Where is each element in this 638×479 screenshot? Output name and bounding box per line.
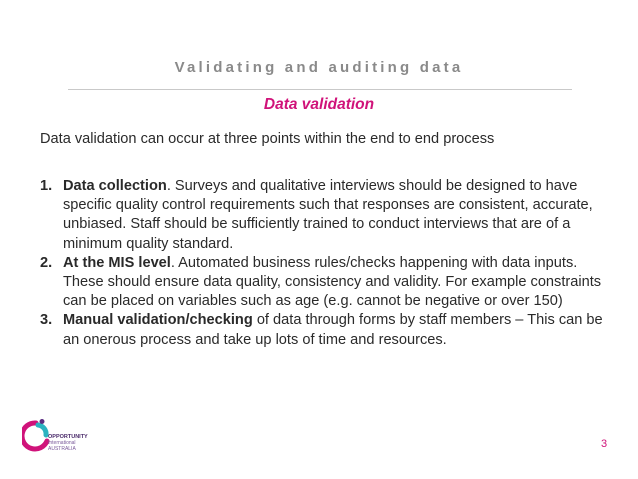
list-item-lead: Data collection xyxy=(63,178,167,194)
list-item-number: 1. xyxy=(40,178,53,194)
logo-line-3: AUSTRALIA xyxy=(48,446,76,452)
intro-text: Data validation can occur at three points within the end to end process xyxy=(40,131,495,147)
slide-title: Validating and auditing data xyxy=(174,59,464,76)
list-item-lead: Manual validation/checking xyxy=(63,312,253,329)
list-item-text: of data through forms by staff members – This can be an onerous process and take up lots of time and resources. xyxy=(63,312,603,348)
list-item-text: . Automated business rules/checks happening with data inputs. These should ensure data quality, consistency and validity. For example constraints can be placed on variables such as age (e.g. cannot be negative or over 150) xyxy=(63,254,602,310)
slide-subtitle: Data validation xyxy=(263,96,375,113)
list-item-number: 2. xyxy=(40,254,53,271)
logo-line-1: OPPORTUNITY xyxy=(48,434,88,440)
logo-line-2: International xyxy=(48,440,76,446)
list-item xyxy=(40,311,615,349)
list-item-text: . Surveys and qualitative interviews should be designed to have specific quality control requirements such that responses are consistent, accurate, unbiased. Staff should be sufficiently trained to conduct interviews that are of a minimum quality standard. xyxy=(63,178,593,252)
validation-points-list xyxy=(40,177,615,350)
list-item-number: 3. xyxy=(40,312,53,329)
title-divider xyxy=(68,89,572,90)
list-item xyxy=(40,254,615,312)
list-item-lead: At the MIS level xyxy=(63,254,171,271)
page-number: 3 xyxy=(601,438,608,450)
logo-wordmark xyxy=(48,434,88,452)
list-item xyxy=(40,177,615,254)
